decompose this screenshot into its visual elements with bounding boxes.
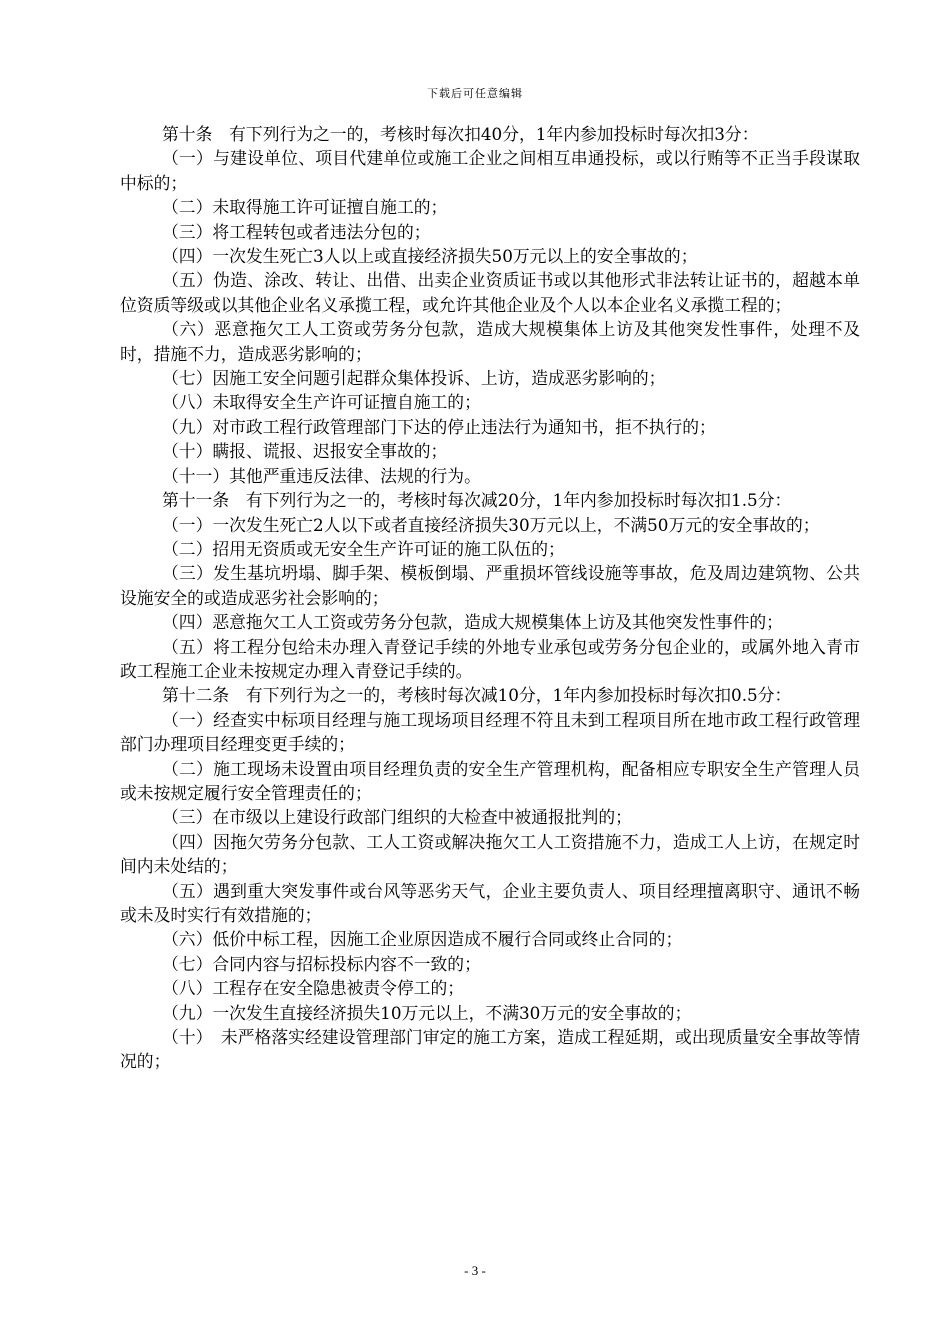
article-11-item-1: （一）一次发生死亡2人以下或者直接经济损失30万元以上，不满50万元的安全事故的； [162,514,820,535]
article-10-item-1: （一）与建设单位、项目代建单位或施工企业之间相互串通投标，或以行贿等不正当手段谋取中标的； [120,148,860,193]
article-12-item-6: （六）低价中标工程，因施工企业原因造成不履行合同或终止合同的； [162,929,683,950]
article-10-heading: 第十条 有下列行为之一的，考核时每次扣40分，1年内参加投标时每次扣3分： [162,124,759,144]
article-12-item-3: （三）在市级以上建设行政部门组织的大检查中被通报批判的； [162,807,632,828]
article-12-item-5: （五）遇到重大突发事件或台风等恶劣天气，企业主要负责人、项目经理擅离职守、通讯不畅或未及时实行有效措施的； [120,880,860,925]
article-10-item-2: （二）未取得施工许可证擅自施工的； [162,197,448,218]
article-11-item-5: （五）将工程分包给未办理入青登记手续的外地专业承包或劳务分包企业的，或属外地入青市政工程施工企业未按规定办理入青登记手续的。 [120,636,860,681]
page-header: 下载后可任意编辑 [427,87,523,100]
article-11-item-3: （三）发生基坑坍塌、脚手架、模板倒塌、严重损坏管线设施等事故，危及周边建筑物、公共设施安全的或造成恶劣社会影响的； [120,563,860,608]
article-10-item-11: （十一）其他严重违反法律、法规的行为。 [162,465,481,486]
article-10-item-4: （四）一次发生死亡3人以上或直接经济损失50万元以上的安全事故的； [162,246,698,267]
article-10-item-3: （三）将工程转包或者违法分包的； [162,221,431,242]
article-11-heading: 第十一条 有下列行为之一的，考核时每次减20分，1年内参加投标时每次扣1.5分： [162,490,792,511]
article-10-item-10: （十）瞒报、谎报、迟报安全事故的； [162,441,448,462]
article-10-item-7: （七）因施工安全问题引起群众集体投诉、上访，造成恶劣影响的； [162,368,666,389]
document-body [120,122,860,1074]
article-10-item-8: （八）未取得安全生产许可证擅自施工的； [162,392,481,413]
article-10-item-9: （九）对市政工程行政管理部门下达的停止违法行为通知书，拒不执行的； [162,416,716,437]
article-12-item-4: （四）因拖欠劳务分包款、工人工资或解决拖欠工人工资措施不力，造成工人上访，在规定时间内未处结的； [120,831,860,877]
article-12-item-9: （九）一次发生直接经济损失10万元以上，不满30万元的安全事故的； [162,1002,692,1023]
article-12-item-10: （十） 未严格落实经建设管理部门审定的施工方案，造成工程延期，或出现质量安全事故等情况的； [120,1027,860,1072]
page-number: - 3 - [464,1263,486,1278]
article-11-item-2: （二）招用无资质或无安全生产许可证的施工队伍的； [162,538,565,559]
article-10-item-6: （六）恶意拖欠工人工资或劳务分包款，造成大规模集体上访及其他突发性事件，处理不及时，措施不力，造成恶劣影响的； [120,319,860,364]
article-12-heading: 第十二条 有下列行为之一的，考核时每次减10分，1年内参加投标时每次扣0.5分： [162,685,792,706]
article-12-item-2: （二）施工现场未设置由项目经理负责的安全生产管理机构，配备相应专职安全生产管理人员或未按规定履行安全管理责任的； [120,758,860,803]
article-10-item-5: （五）伪造、涂改、转让、出借、出卖企业资质证书或以其他形式非法转让证书的，超越本单位资质等级或以其他企业名义承揽工程，或允许其他企业及个人以本企业名义承揽工程的； [120,270,860,315]
article-12-item-7: （七）合同内容与招标投标内容不一致的； [162,953,481,974]
article-12-item-8: （八）工程存在安全隐患被责令停工的； [162,978,465,999]
article-11-item-4: （四）恶意拖欠工人工资或劳务分包款，造成大规模集体上访及其他突发性事件的； [162,612,783,633]
article-12-item-1: （一）经查实中标项目经理与施工现场项目经理不符且未到工程项目所在地市政工程行政管理部门办理项目经理变更手续的； [120,709,860,755]
